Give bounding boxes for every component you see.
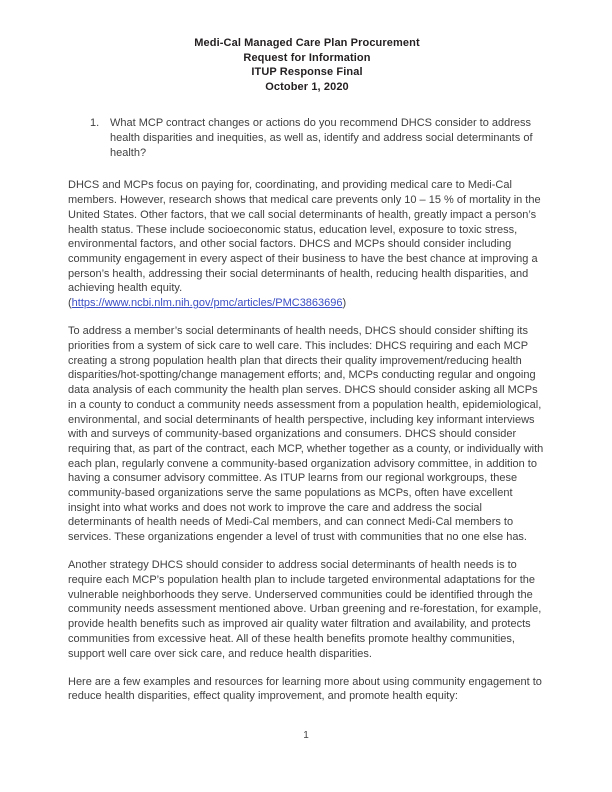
page-content — [68, 36, 546, 718]
paragraph-4: Here are a few examples and resources for learning more about using community engagement to reduce health disparities, effect quality improvement, and promote health equity: — [68, 675, 542, 703]
paren-open: ( — [68, 297, 72, 310]
document-header — [68, 36, 546, 94]
paragraph-2: To address a member’s social determinants of health needs, DHCS should consider shifting its priorities from a system of sick care to well care. This includes: DHCS requiring and each MCP creating a strong population health plan that directs their quality improvement/reducing health disparities/hot-spotting/change management efforts; and, MCPs conducting regular and ongoing data analysis of each community the health plan serves. DHCS should consider asking all MCPs in a county to conduct a community needs assessment from a population health, epidemiological, environmental, and social determinants of health perspective, including key informant interviews with and surveys of community-based organizations and consumers. DHCS should consider requiring that, as part of the contract, each MCP, whether together as a county, or individually with each plan, regularly convene a community-based organization advisory committee, in addition to having a consumer advisory committee. As ITUP learns from our regional workgroups, these community-based organizations serve the same populations as MCPs, often have excellent insight into what works and does not work to improve the care and address the social determinants of health needs of Medi-Cal members, and can connect Medi-Cal members to services. These organizations engender a level of trust with communities that no one else has. — [68, 325, 544, 544]
reference-link-line — [68, 296, 546, 311]
ncbi-article-link[interactable]: https://www.ncbi.nlm.nih.gov/pmc/articles/PMC3863696 — [71, 297, 343, 310]
question-item-1 — [68, 116, 546, 160]
document-body — [68, 178, 546, 704]
page-number: 1 — [303, 730, 309, 741]
question-list — [68, 116, 546, 160]
header-title-line-1: Medi-Cal Managed Care Plan Procurement — [194, 37, 420, 49]
paren-close: ) — [342, 297, 347, 310]
paragraph-3: Another strategy DHCS should consider to address social determinants of health needs is to require each MCP’s population health plan to include targeted environmental adaptations for the vulnerable neighborhoods they serve. Underserved communities could be identified through the community needs assessment mentioned above. Urban greening and re-forestation, for example, provide health benefits such as improved air quality water filtration and availability, and protects communities from excessive heat. All of these health benefits promote healthy communities, support well care over sick care, and reduce health disparities. — [68, 559, 542, 660]
header-title-line-2: Request for Information — [243, 51, 371, 64]
paragraph-1: DHCS and MCPs focus on paying for, coordinating, and providing medical care to Medi-Cal members. However, research shows that medical care prevents only 10 – 15 % of mortality in the United States. Other factors, that we call social determinants of health, greatly impact a person’s health status. These include socioeconomic status, education level, exposure to toxic stress, environmental factors, and other social factors. DHCS and MCPs should consider including community engagement in every aspect of their business to have the best chance at improving a person’s health, addressing their social determinants of health, reducing health disparities, and achieving health equity. — [68, 179, 541, 295]
header-title-line-3: ITUP Response Final — [251, 66, 363, 79]
question-number: 1. — [90, 117, 100, 130]
question-text: What MCP contract changes or actions do you recommend DHCS consider to address health disparities and inequities, as well as, identify and address social determinants of health? — [110, 117, 533, 159]
header-date: October 1, 2020 — [265, 80, 349, 93]
